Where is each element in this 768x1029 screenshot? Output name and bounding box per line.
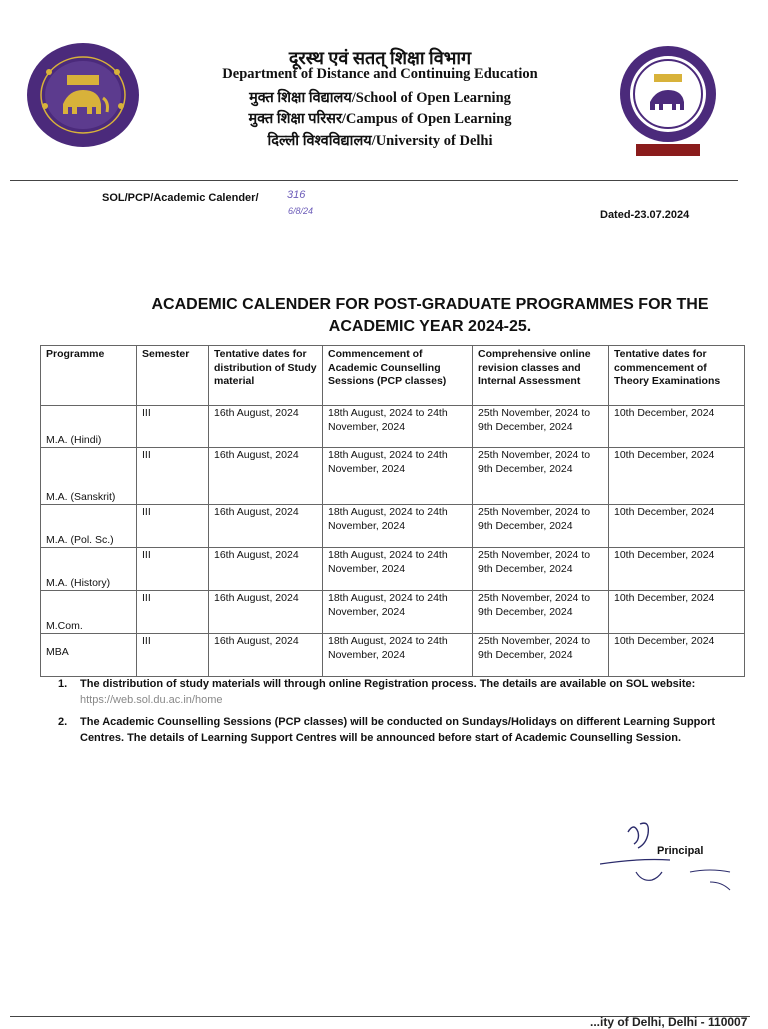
exams-cell: 10th December, 2024 xyxy=(609,448,745,505)
handwritten-reference-date: 6/8/24 xyxy=(288,206,314,216)
programme-cell: M.A. (History) xyxy=(41,548,137,591)
principal-signature xyxy=(600,812,760,912)
revision-cell: 25th November, 2024 to 9th December, 2024 xyxy=(473,634,609,677)
revision-cell: 25th November, 2024 to 9th December, 2024 xyxy=(473,591,609,634)
semester-cell: III xyxy=(137,634,209,677)
semester-cell: III xyxy=(137,505,209,548)
academic-calendar-table xyxy=(40,345,745,677)
counselling-cell: 18th August, 2024 to 24th November, 2024 xyxy=(323,548,473,591)
semester-cell: III xyxy=(137,448,209,505)
table-row xyxy=(41,548,745,591)
school-of-open-learning-logo xyxy=(612,44,724,164)
note-number: 1. xyxy=(58,678,68,690)
programme-cell: M.A. (Sanskrit) xyxy=(41,448,137,505)
revision-cell: 25th November, 2024 to 9th December, 2024 xyxy=(473,548,609,591)
university-name: दिल्ली विश्वविद्यालय/University of Delhi xyxy=(267,133,493,149)
exams-cell: 10th December, 2024 xyxy=(609,634,745,677)
distribution-cell: 16th August, 2024 xyxy=(209,634,323,677)
programme-cell: M.A. (Pol. Sc.) xyxy=(41,505,137,548)
distribution-cell: 16th August, 2024 xyxy=(209,448,323,505)
column-header-distribution: Tentative dates for distribution of Study material xyxy=(209,346,323,406)
department-hindi-name: दूरस्थ एवं सतत् शिक्षा विभाग xyxy=(288,48,472,68)
campus-name: मुक्त शिक्षा परिसर/Campus of Open Learning xyxy=(248,111,512,127)
revision-cell: 25th November, 2024 to 9th December, 2024 xyxy=(473,448,609,505)
distribution-cell: 16th August, 2024 xyxy=(209,505,323,548)
table-row xyxy=(41,634,745,677)
counselling-cell: 18th August, 2024 to 24th November, 2024 xyxy=(323,591,473,634)
department-name: Department of Distance and Continuing Education xyxy=(222,66,538,82)
list-item xyxy=(58,676,718,708)
document-date: Dated-23.07.2024 xyxy=(600,209,690,221)
note-text: The Academic Counselling Sessions (PCP classes) will be conducted on Sundays/Holidays on different Learning Support Centres. The details of Learning Support Centres will be announced before start of Academic Counselling Session. xyxy=(80,716,716,744)
programme-cell: MBA xyxy=(41,634,137,677)
exams-cell: 10th December, 2024 xyxy=(609,406,745,448)
note-number: 2. xyxy=(58,716,68,728)
table-row xyxy=(41,448,745,505)
programme-cell: M.A. (Hindi) xyxy=(41,406,137,448)
distribution-cell: 16th August, 2024 xyxy=(209,591,323,634)
distribution-cell: 16th August, 2024 xyxy=(209,406,323,448)
list-item xyxy=(58,714,718,746)
sol-website-link[interactable]: https://web.sol.du.ac.in/home xyxy=(80,694,223,706)
exams-cell: 10th December, 2024 xyxy=(609,591,745,634)
reference-number: SOL/PCP/Academic Calender/ xyxy=(102,192,259,204)
header-divider xyxy=(10,180,738,181)
column-header-semester: Semester xyxy=(137,346,209,406)
note-text: The distribution of study materials will through online Registration process. The details are available on SOL website: xyxy=(80,678,696,690)
programme-cell: M.Com. xyxy=(41,591,137,634)
exams-cell: 10th December, 2024 xyxy=(609,505,745,548)
counselling-cell: 18th August, 2024 to 24th November, 2024 xyxy=(323,634,473,677)
notes-list xyxy=(58,676,718,752)
distribution-cell: 16th August, 2024 xyxy=(209,548,323,591)
revision-cell: 25th November, 2024 to 9th December, 2024 xyxy=(473,505,609,548)
revision-cell: 25th November, 2024 to 9th December, 2024 xyxy=(473,406,609,448)
semester-cell: III xyxy=(137,548,209,591)
handwritten-reference-number: 316 xyxy=(287,189,306,201)
column-header-revision: Comprehensive online revision classes and Internal Assessment xyxy=(473,346,609,406)
title-line-2: ACADEMIC YEAR 2024-25. xyxy=(328,318,532,335)
table-row xyxy=(41,505,745,548)
column-header-exams: Tentative dates for commencement of Theory Examinations xyxy=(609,346,745,406)
counselling-cell: 18th August, 2024 to 24th November, 2024 xyxy=(323,448,473,505)
title-line-1: ACADEMIC CALENDER FOR POST-GRADUATE PROGRAMMES FOR THE xyxy=(151,296,709,313)
semester-cell: III xyxy=(137,591,209,634)
principal-title: Principal xyxy=(657,845,704,857)
footer-address: ...ity of Delhi, Delhi - 110007 xyxy=(590,1015,748,1029)
exams-cell: 10th December, 2024 xyxy=(609,548,745,591)
counselling-cell: 18th August, 2024 to 24th November, 2024 xyxy=(323,406,473,448)
table-row xyxy=(41,406,745,448)
table-row xyxy=(41,591,745,634)
column-header-counselling: Commencement of Academic Counselling Sessions (PCP classes) xyxy=(323,346,473,406)
school-name: मुक्त शिक्षा विद्यालय/School of Open Learning xyxy=(249,90,511,106)
semester-cell: III xyxy=(137,406,209,448)
table-header-row xyxy=(41,346,745,406)
counselling-cell: 18th August, 2024 to 24th November, 2024 xyxy=(323,505,473,548)
document-title xyxy=(105,294,755,338)
column-header-programme: Programme xyxy=(41,346,137,406)
university-of-delhi-logo xyxy=(25,42,141,148)
